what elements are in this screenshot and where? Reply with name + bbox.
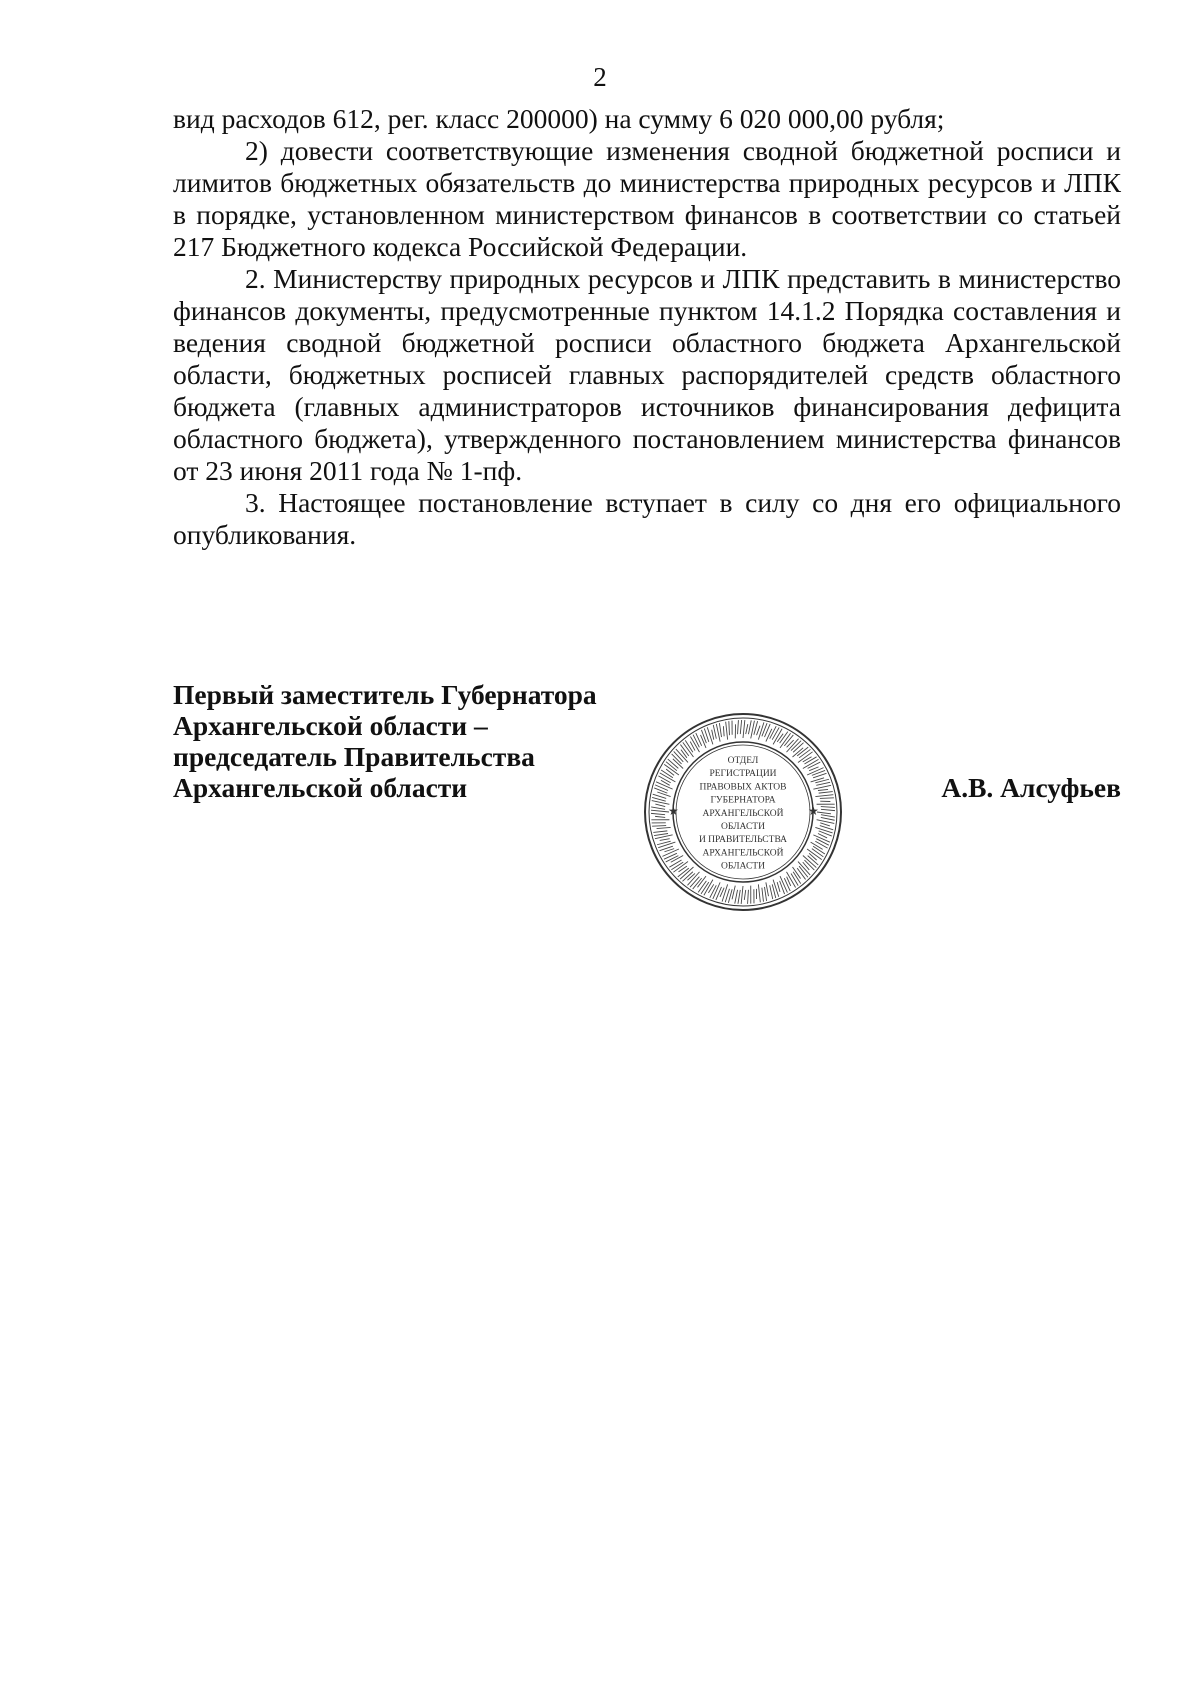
signatory-name: А.В. Алсуфьев [941, 772, 1121, 803]
seal-ring-hatch [758, 722, 764, 739]
seal-ring-hatch [657, 827, 671, 828]
seal-ring-hatch [772, 727, 779, 739]
seal-ring-hatch [773, 880, 779, 897]
signatory-title-line: председатель Правительства [173, 741, 535, 772]
seal-ring-hatch [653, 831, 667, 833]
seal-ring-hatch [821, 817, 835, 820]
seal-ring-hatch [817, 812, 831, 814]
signatory-title-line: Первый заместитель Губернатора [173, 679, 597, 710]
seal-ring-hatch [813, 785, 831, 789]
seal-ring-hatch [816, 839, 829, 846]
seal-ring-hatch [651, 810, 669, 812]
seal-ring-hatch [726, 722, 728, 740]
seal-ring-hatch [817, 820, 835, 824]
seal-text-line: И ПРАВИТЕЛЬСТВА [698, 835, 788, 846]
seal-ring-hatch [698, 881, 706, 892]
seal-ring-hatch [777, 882, 780, 892]
seal-ring-hatch [652, 801, 670, 805]
seal-text-line: ГУБЕРНАТОРА [710, 795, 776, 806]
signature-block [173, 679, 1121, 939]
seal-text-line: ОБЛАСТИ [721, 861, 765, 872]
seal-ring-hatch [740, 720, 741, 734]
seal-ring-hatch [804, 757, 816, 764]
seal-ring-hatch [658, 842, 675, 848]
seal-ring-hatch [723, 726, 724, 736]
seal-ring-hatch [815, 795, 833, 797]
seal-ring-hatch [651, 813, 665, 814]
seal-ring-hatch [710, 885, 717, 898]
seal-ring-hatch [819, 792, 833, 794]
seal-ring-hatch [746, 724, 748, 734]
seal-ring-hatch [722, 884, 728, 901]
seal-text-line: АРХАНГЕЛЬСКОЙ [702, 848, 784, 859]
seal-ring-hatch [762, 888, 764, 902]
seal-ring-hatch [664, 853, 677, 859]
seal-ring-hatch [816, 782, 830, 785]
seal-ring-hatch [654, 834, 668, 836]
seal-text-line: АРХАНГЕЛЬСКОЙ [702, 808, 784, 819]
seal-ring-hatch [808, 762, 821, 768]
seal-text-line: ОБЛАСТИ [721, 822, 765, 832]
seal-ring-hatch [655, 785, 668, 791]
seal-ring-hatch [654, 788, 667, 793]
signatory-title-line: Архангельской области – [173, 710, 488, 741]
seal-ring-hatch [658, 776, 670, 783]
seal-ring-hatch [821, 815, 835, 817]
seal-ring-hatch [735, 890, 738, 904]
seal-ring-hatch [799, 749, 810, 757]
page-number: 2 [593, 62, 607, 92]
seal-ring-hatch [758, 884, 760, 902]
seal-ring-hatch [652, 826, 666, 827]
seal-ring-hatch [743, 720, 745, 738]
seal-ring-hatch [821, 809, 835, 810]
seal-ring-hatch [748, 890, 749, 904]
seal-ring-hatch [738, 890, 740, 904]
seal-ring-hatch [770, 885, 773, 899]
paragraph-clause-3: 3. Настоящее постановление вступает в силу со дня его официального опубликования. [173, 487, 1121, 550]
paragraph-budget-line: вид расходов 612, рег. класс 200000) на сумму 6 020 000,00 рубля; [173, 103, 945, 134]
paragraph-item-2: 2) довести соответствующие изменения сводной бюджетной росписи и лимитов бюджетных обязательств до министерства природных ресурсов и ЛПК в порядке, установленном министерством финансов в соответствии со статьей 217 Бюджетного кодекса Российской Федерации. [173, 135, 1121, 262]
signatory-title [173, 679, 597, 803]
seal-ring-hatch [797, 868, 805, 879]
seal-ring-hatch [660, 839, 670, 841]
seal-ring-hatch [655, 804, 665, 806]
svg-text:★: ★ [668, 804, 679, 818]
seal-ring-hatch [820, 798, 834, 799]
seal-ring-hatch [809, 853, 817, 860]
seal-ring-hatch [757, 726, 760, 736]
seal-ring-hatch [664, 849, 674, 852]
seal-ring-hatch [744, 890, 745, 900]
seal-ring-hatch [784, 878, 790, 891]
seal-ring-hatch [655, 816, 665, 817]
seal-ring-hatch [812, 849, 823, 857]
seal-ring-hatch [821, 807, 835, 808]
seal-ring-hatch [741, 886, 743, 904]
seal-ring-hatch [681, 750, 687, 758]
document-body [173, 103, 1121, 551]
seal-ring-hatch [729, 721, 730, 735]
seal-ring-hatch [791, 873, 798, 885]
seal-ring-hatch [766, 882, 769, 896]
seal-ring-hatch [748, 720, 751, 734]
seal-ring-hatch [693, 735, 699, 748]
seal-ring-hatch [716, 887, 722, 900]
seal-ring-hatch [815, 841, 827, 848]
seal-ring-hatch [732, 886, 735, 900]
official-seal [642, 711, 844, 913]
seal-ring-hatch [738, 720, 739, 734]
seal-graphic [642, 711, 844, 913]
seal-text-line: ОТДЕЛ [727, 756, 759, 766]
seal-ring-hatch [780, 881, 785, 894]
seal-ring-hatch [669, 860, 681, 867]
seal-text-line: ПРАВОВЫХ АКТОВ [699, 782, 787, 793]
seal-text-line: РЕГИСТРАЦИИ [709, 769, 777, 780]
seal-ring-hatch [719, 723, 721, 737]
signatory-title-line: Архангельской области [173, 772, 468, 803]
svg-text:★: ★ [808, 804, 819, 818]
seal-ring-hatch [713, 725, 716, 739]
seal-ring-hatch [712, 730, 714, 740]
seal-ring-hatch [651, 807, 665, 809]
seal-ring-hatch [815, 827, 832, 833]
seal-ring-hatch [765, 887, 767, 901]
seal-ring-hatch [751, 721, 755, 739]
seal-ring-hatch [820, 823, 830, 826]
seal-ring-hatch [687, 873, 695, 880]
seal-ring-hatch [818, 789, 828, 790]
paragraph-clause-2: 2. Министерству природных ресурсов и ЛПК представить в министерство финансов документы, предусмотренные пунктом 14.1.2 Порядка составления и ведения сводной бюджетной росписи областного бюджета Архангельской области, бюджетных росписей главных распорядителей средств областного бюджета (главных администраторов источников финансирования дефицита областного бюджета), утвержденного постановлением министерства финансов от 23 июня 2011 года № 1-пф. [173, 263, 1121, 486]
